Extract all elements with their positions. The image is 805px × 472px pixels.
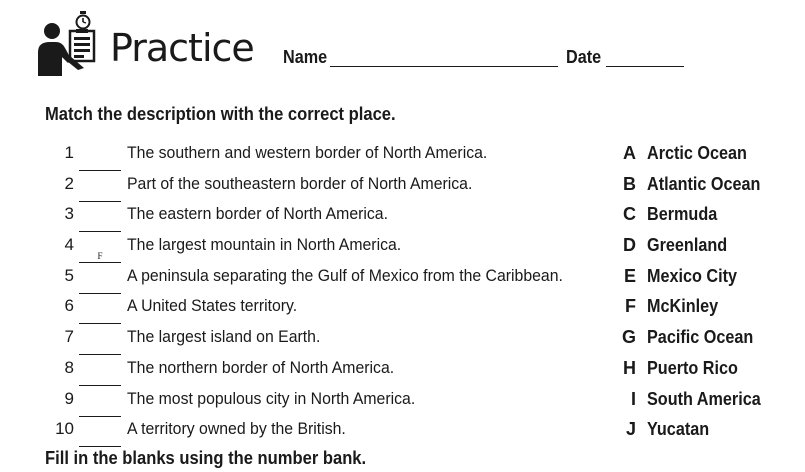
option-letter: H <box>623 357 636 378</box>
question-row <box>0 142 805 173</box>
question-description: The southern and western border of North America. <box>127 143 488 162</box>
date-field[interactable] <box>606 66 684 67</box>
option-letter: C <box>623 204 636 225</box>
answer-blank[interactable] <box>79 173 121 202</box>
option-text: Puerto Rico <box>647 357 738 378</box>
question-number: 1 <box>64 143 74 162</box>
question-description: A peninsula separating the Gulf of Mexico from the Caribbean. <box>127 265 563 285</box>
question-description: The northern border of North America. <box>127 357 395 377</box>
question-number: 3 <box>64 204 74 224</box>
option-text: Greenland <box>647 235 728 256</box>
answer-text: F <box>97 251 103 262</box>
question-description: The largest mountain in North America. <box>127 235 402 255</box>
answer-blank[interactable] <box>79 418 121 447</box>
option-letter: A <box>623 143 636 163</box>
question-description: The largest island on Earth. <box>127 327 321 347</box>
question-description: Part of the southeastern border of North America. <box>127 173 473 193</box>
page-title: Practice <box>110 26 254 70</box>
answer-blank[interactable] <box>79 265 121 294</box>
question-description: The most populous city in North America. <box>127 388 416 408</box>
teacher-clipboard-stopwatch-icon <box>38 10 96 78</box>
question-row <box>0 234 805 265</box>
question-number: 7 <box>64 327 74 347</box>
answer-blank[interactable] <box>79 388 121 417</box>
option-text: Pacific Ocean <box>647 327 754 348</box>
question-description: A United States territory. <box>127 296 298 316</box>
question-row <box>0 295 805 326</box>
option-text: Mexico City <box>647 265 738 286</box>
option-text: Atlantic Ocean <box>647 173 761 194</box>
option-letter: F <box>625 296 636 317</box>
option-text: Bermuda <box>647 204 718 225</box>
question-number: 4 <box>64 235 74 255</box>
answer-blank[interactable] <box>79 142 121 171</box>
question-row <box>0 388 805 419</box>
name-label: Name <box>283 47 328 67</box>
question-number: 5 <box>64 265 74 285</box>
answer-blank[interactable] <box>79 357 121 386</box>
option-letter: B <box>623 173 636 194</box>
match-instruction: Match the description with the correct place. <box>45 104 396 124</box>
answer-blank[interactable] <box>79 295 121 324</box>
fill-in-instruction: Fill in the blanks using the number bank. <box>45 448 367 468</box>
question-number: 6 <box>64 296 74 316</box>
answer-blank[interactable] <box>79 203 121 232</box>
answer-blank[interactable] <box>79 234 121 263</box>
question-number: 9 <box>64 388 74 408</box>
question-row <box>0 265 805 296</box>
date-label: Date <box>566 47 602 67</box>
option-text: South America <box>647 388 761 409</box>
question-row <box>0 418 805 449</box>
name-field[interactable] <box>330 66 558 67</box>
option-letter: J <box>625 419 636 440</box>
answer-blank[interactable] <box>79 326 121 355</box>
option-text: Arctic Ocean <box>647 143 747 163</box>
question-row <box>0 203 805 234</box>
option-text: McKinley <box>647 296 719 317</box>
option-letter: D <box>623 235 636 256</box>
matching-section <box>0 142 805 449</box>
question-row <box>0 173 805 204</box>
option-letter: G <box>621 327 636 348</box>
question-number: 2 <box>64 173 74 193</box>
question-row <box>0 357 805 388</box>
option-text: Yucatan <box>647 419 710 440</box>
option-letter: E <box>623 265 636 286</box>
question-row <box>0 326 805 357</box>
question-number: 10 <box>55 419 74 439</box>
question-description: A territory owned by the British. <box>127 419 346 439</box>
question-description: The eastern border of North America. <box>127 204 388 224</box>
question-number: 8 <box>64 357 74 377</box>
option-letter: I <box>630 388 636 409</box>
